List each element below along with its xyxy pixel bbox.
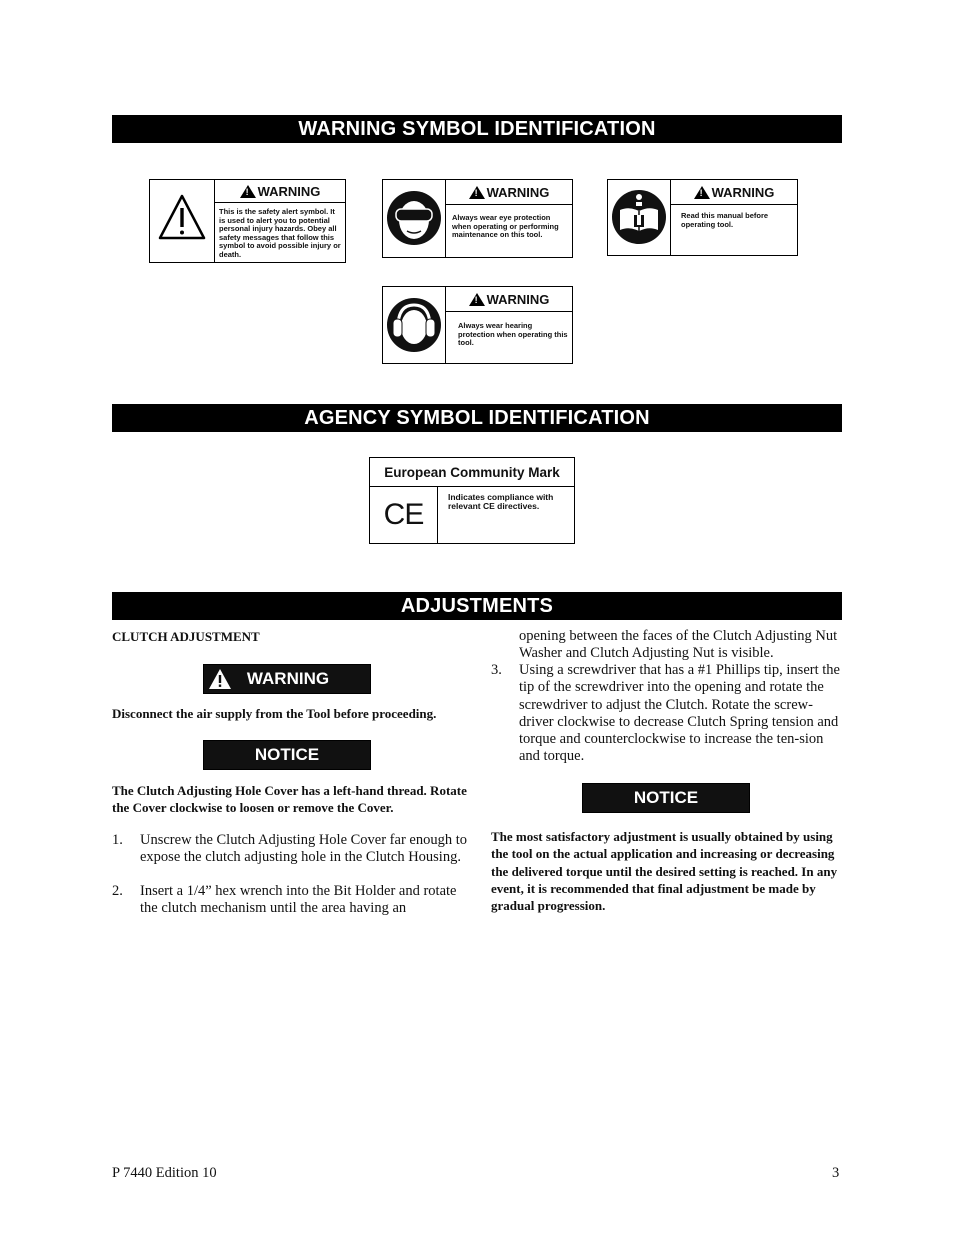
list-text: Unscrew the Clutch Adjusting Hole Cover far enough to expose the clutch adjusting hole in the Clutch Housing. bbox=[140, 832, 467, 866]
alert-triangle-icon bbox=[469, 293, 485, 306]
agency-header: European Community Mark bbox=[370, 458, 574, 487]
warning-message: Always wear eye protection when operating or performing maintenance on this tool. bbox=[452, 213, 559, 240]
notice-text-2: The most satisfactory adjustment is usually obtained by using the tool on the actual application and increasing or decreasing the delivered torque until the desired setting is reached. In any event, it is recommended that final adjustment be made by gradual progression. bbox=[491, 829, 838, 914]
warning-box-safety-alert bbox=[149, 179, 346, 263]
agency-box-ce bbox=[369, 457, 575, 544]
eye-protection-icon bbox=[383, 180, 446, 257]
warning-header-label: WARNING bbox=[711, 184, 775, 200]
list-item-2 bbox=[112, 883, 468, 919]
list-item-1 bbox=[112, 832, 468, 884]
warning-box-eye-protection bbox=[382, 179, 573, 258]
warning-header-label: WARNING bbox=[257, 183, 321, 199]
read-manual-icon bbox=[608, 180, 671, 255]
warning-label bbox=[203, 664, 371, 694]
alert-triangle-icon bbox=[469, 186, 485, 199]
list-text-part-2: opening between the faces of the Clutch Adjusting Nut Washer and Clutch Adjusting Nut is visible. bbox=[519, 628, 838, 662]
page-number: 3 bbox=[832, 1165, 840, 1181]
list-number: 2. bbox=[112, 883, 123, 899]
notice-text: The Clutch Adjusting Hole Cover has a left-hand thread. Rotate the Cover clockwise to loosen or remove the Cover. bbox=[112, 783, 467, 816]
warning-symbol-heading: WARNING SYMBOL IDENTIFICATION bbox=[112, 115, 842, 143]
warning-header-label: WARNING bbox=[486, 184, 550, 200]
footer-edition: P 7440 Edition 10 bbox=[112, 1165, 217, 1181]
warning-header bbox=[671, 180, 797, 205]
notice-label-2: NOTICE bbox=[582, 783, 750, 813]
hearing-protection-icon bbox=[383, 287, 446, 363]
warning-label-text: WARNING bbox=[246, 669, 330, 688]
ce-mark-symbol: CE bbox=[383, 498, 424, 531]
alert-triangle-icon bbox=[694, 186, 710, 199]
safety-alert-icon bbox=[150, 180, 215, 262]
list-item-2-continued bbox=[519, 628, 843, 664]
warning-box-hearing-protection bbox=[382, 286, 573, 364]
agency-symbol-heading: AGENCY SYMBOL IDENTIFICATION bbox=[112, 404, 842, 432]
warning-box-read-manual bbox=[607, 179, 798, 256]
warning-message: Read this manual before operating tool. bbox=[681, 211, 769, 229]
alert-triangle-icon bbox=[208, 668, 232, 690]
list-item-3 bbox=[491, 662, 843, 768]
list-text-part-1: Insert a 1/4” hex wrench into the Bit Holder and rotate the clutch mechanism until the area having an bbox=[140, 883, 457, 917]
warning-message: This is the safety alert symbol. It is used to alert you to potential personal injury hazards. Obey all safety messages that follow this symbol to avoid possible injury or death. bbox=[219, 207, 341, 259]
alert-triangle-icon bbox=[240, 185, 256, 198]
warning-header bbox=[446, 180, 572, 205]
notice-label: NOTICE bbox=[203, 740, 371, 770]
list-text: Using a screwdriver that has a #1 Phillips tip, insert the tip of the screwdriver into the opening and rotate the screwdriver to adjust the Clutch. Rotate the screw-driver clockwise to decrease Clutch Spring tension and torque and counterclockwise to increase the ten-sion and torque. bbox=[519, 662, 840, 765]
agency-message: Indicates compliance with relevant CE directives. bbox=[448, 492, 554, 512]
warning-header bbox=[215, 180, 345, 203]
ce-mark-icon bbox=[370, 487, 438, 543]
adjustments-heading: ADJUSTMENTS bbox=[112, 592, 842, 620]
clutch-adjustment-subtitle: CLUTCH ADJUSTMENT bbox=[112, 629, 260, 644]
warning-header bbox=[446, 287, 572, 312]
list-number: 1. bbox=[112, 832, 123, 848]
warning-message: Always wear hearing protection when operating this tool. bbox=[458, 321, 568, 348]
warning-text: Disconnect the air supply from the Tool before proceeding. bbox=[112, 706, 437, 721]
list-number: 3. bbox=[491, 662, 502, 678]
warning-header-label: WARNING bbox=[486, 291, 550, 307]
